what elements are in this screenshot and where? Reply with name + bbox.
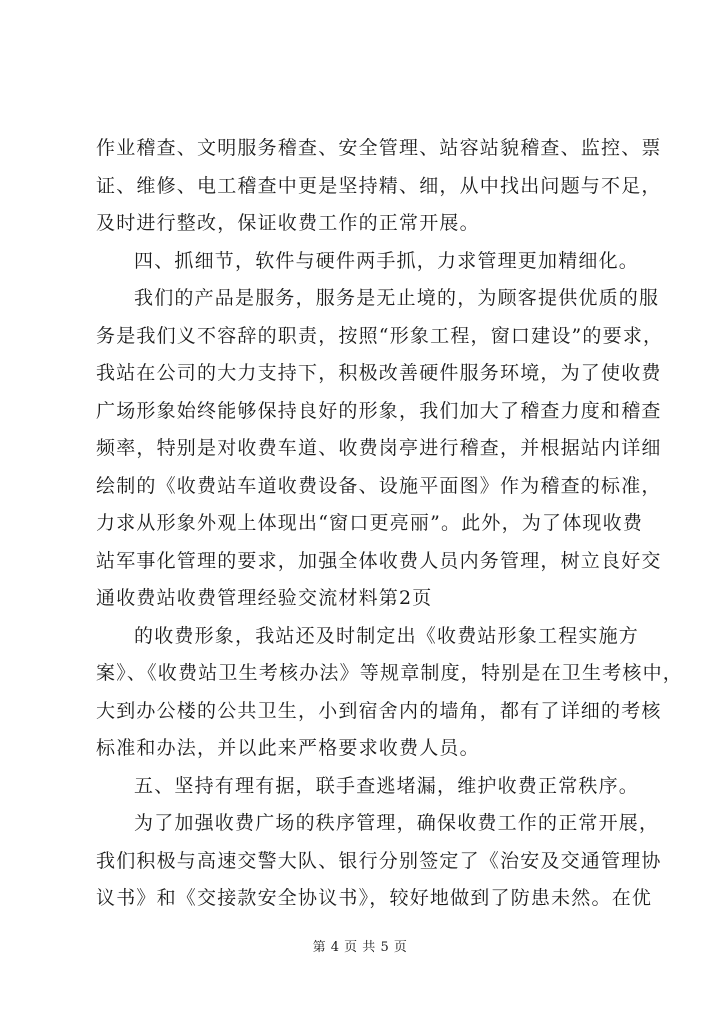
text-line: 站军事化管理的要求，加强全体收费人员内务管理，树立良好交 xyxy=(96,550,662,572)
text-line: 大到办公楼的公共卫生，小到宿舍内的墙角，都有了详细的考核 xyxy=(96,700,662,722)
text-line: 频率，特别是对收费车道、收费岗亭进行稽查，并根据站内详细 xyxy=(96,437,662,459)
text-line: 绘制的《收费站车道收费设备、设施平面图》作为稽查的标准， xyxy=(96,475,662,497)
text-line: 及时进行整改，保证收费工作的正常开展。 xyxy=(96,212,480,234)
text-line: 的收费形象，我站还及时制定出《收费站形象工程实施方 xyxy=(134,625,640,647)
text-line: 我们的产品是服务，服务是无止境的，为顾客提供优质的服 xyxy=(134,287,660,309)
text-line: 为了加强收费广场的秩序管理，确保收费工作的正常开展， xyxy=(134,812,660,834)
section-heading-5: 五、坚持有理有据，联手查逃堵漏，维护收费正常秩序。 xyxy=(134,775,640,797)
text-line: 议书》和《交接款安全协议书》，较好地做到了防患未然。在优 xyxy=(96,887,653,909)
text-line: 标准和办法，并以此来严格要求收费人员。 xyxy=(96,737,480,759)
text-line: 案》、《收费站卫生考核办法》等规章制度，特别是在卫生考核中， xyxy=(96,662,684,684)
section-heading-4: 四、抓细节，软件与硬件两手抓，力求管理更加精细化。 xyxy=(134,250,640,272)
text-line: 务是我们义不容辞的职责，按照“形象工程，窗口建设”的要求， xyxy=(96,325,664,347)
page-footer: 第 4 页 共 5 页 xyxy=(312,940,408,955)
text-line: 广场形象始终能够保持良好的形象，我们加大了稽查力度和稽查 xyxy=(96,400,662,422)
text-line: 证、维修、电工稽查中更是坚持精、细，从中找出问题与不足， xyxy=(96,175,662,197)
text-line: 我站在公司的大力支持下，积极改善硬件服务环境，为了使收费 xyxy=(96,362,662,384)
text-line: 我们积极与高速交警大队、银行分别签定了《治安及交通管理协 xyxy=(96,850,662,872)
text-line: 通收费站收费管理经验交流材料第2页 xyxy=(96,587,433,609)
text-line: 力求从形象外观上体现出“窗口更亮丽”。此外，为了体现收费 xyxy=(96,512,644,534)
text-line: 作业稽查、文明服务稽查、安全管理、站容站貌稽查、监控、票 xyxy=(96,137,662,159)
